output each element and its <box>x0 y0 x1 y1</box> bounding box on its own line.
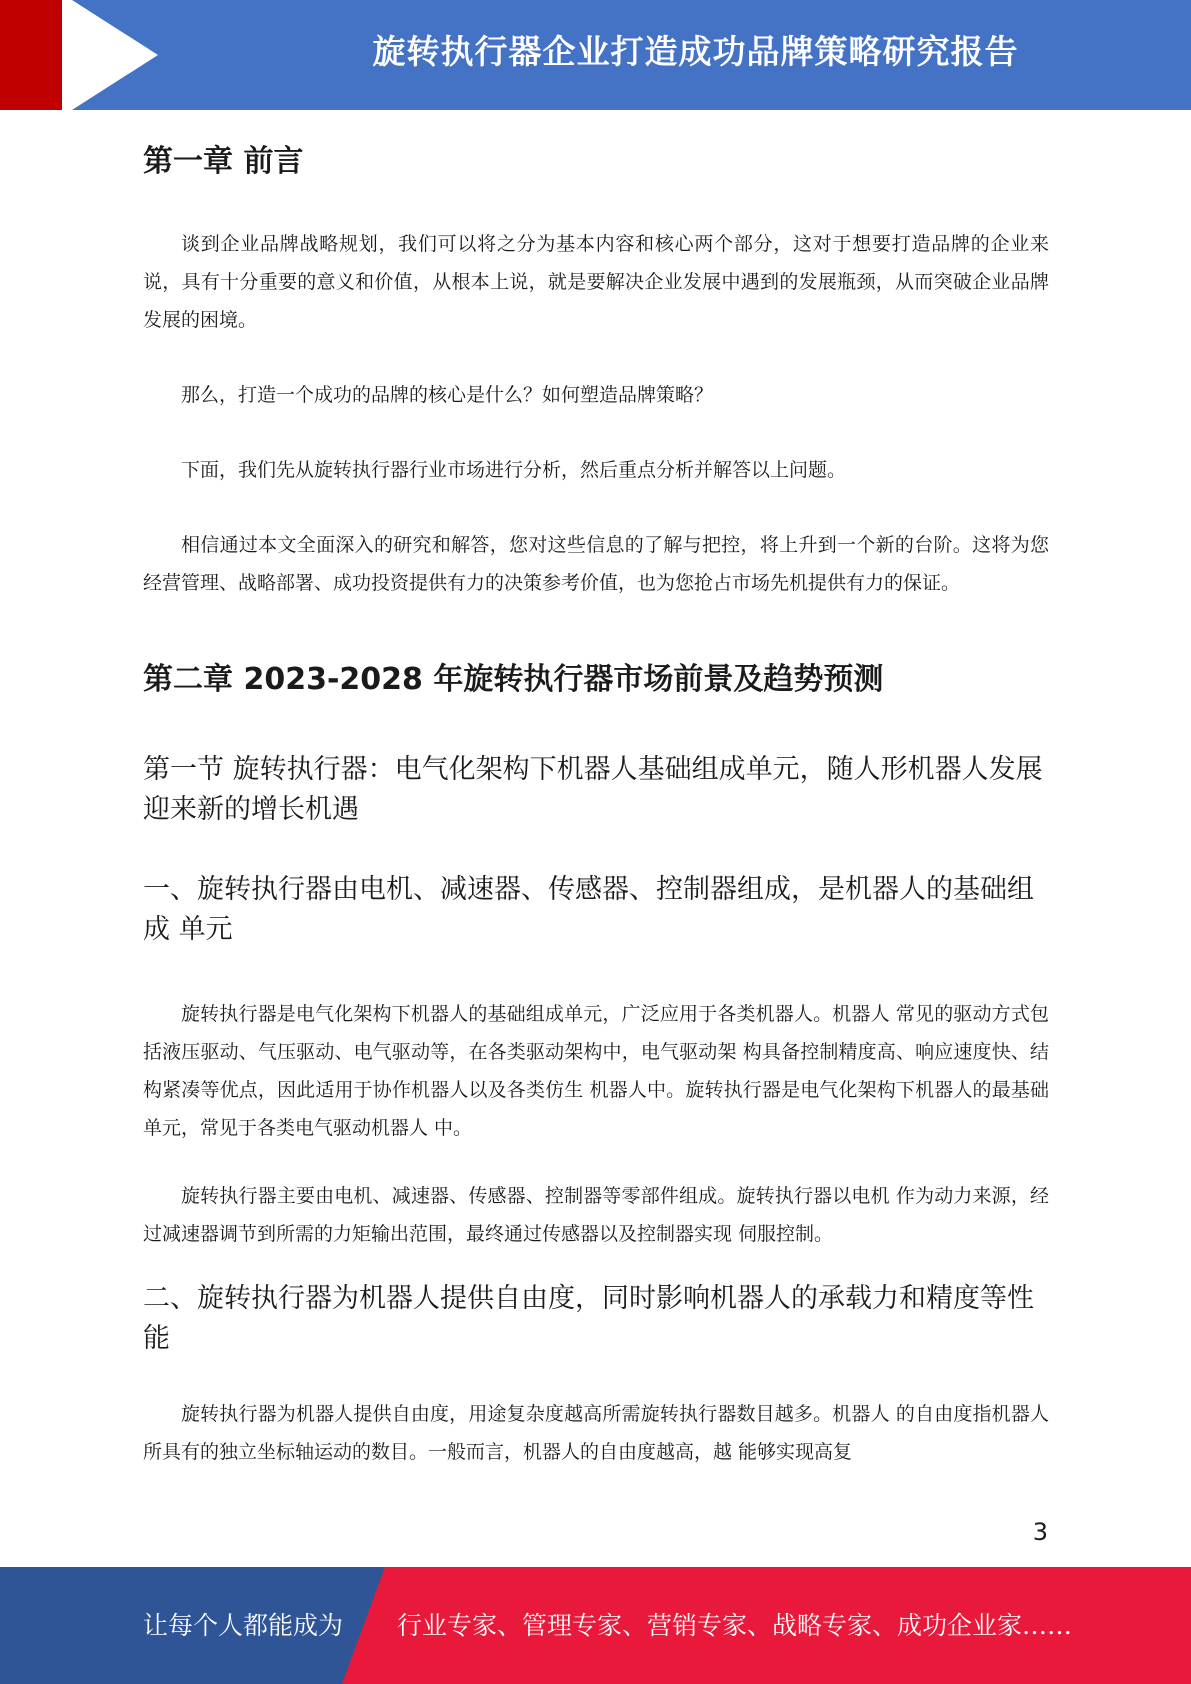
page-content <box>143 136 1049 1471</box>
chapter-1-paragraph: 相信通过本文全面深入的研究和解答，您对这些信息的了解与把控，将上升到一个新的台阶。这将为您经营管理、战略部署、成功投资提供有力的决策参考价值，也为您抢占市场先机提供有力的保证。 <box>143 534 1049 594</box>
subsection-1-title: 一、旋转执行器由电机、减速器、传感器、控制器组成，是机器人的基础组成 单元 <box>143 874 1034 945</box>
subsection-2-title: 二、旋转执行器为机器人提供自由度，同时影响机器人的承载力和精度等性能 <box>143 1283 1034 1354</box>
footer-slogan-right: 行业专家、管理专家、营销专家、战略专家、成功企业家…… <box>397 1611 1073 1640</box>
chapter-1-paragraph: 那么，打造一个成功的品牌的核心是什么？如何塑造品牌策略？ <box>181 384 714 406</box>
chapter-1-paragraph: 谈到企业品牌战略规划，我们可以将之分为基本内容和核心两个部分，这对于想要打造品牌的企业来说，具有十分重要的意义和价值，从根本上说，就是要解决企业发展中遇到的发展瓶颈，从而突破企业品牌发展的困境。 <box>143 233 1049 331</box>
subsection-2-paragraph: 旋转执行器为机器人提供自由度，用途复杂度越高所需旋转执行器数目越多。机器人 的自由度指机器人所具有的独立坐标轴运动的数目。一般而言，机器人的自由度越高，越 能够实现高复 <box>143 1403 1049 1463</box>
report-title: 旋转执行器企业打造成功品牌策略研究报告 <box>372 32 1019 71</box>
chapter-1-title: 第一章 前言 <box>143 144 304 179</box>
page-footer <box>0 1567 1191 1684</box>
chapter-2-title: 第二章 2023-2028 年旋转执行器市场前景及趋势预测 <box>143 662 884 697</box>
subsection-1-paragraph: 旋转执行器主要由电机、减速器、传感器、控制器等零部件组成。旋转执行器以电机 作为动力来源，经过减速器调节到所需的力矩输出范围，最终通过传感器以及控制器实现 伺服控制。 <box>143 1185 1049 1245</box>
section-1-title: 第一节 旋转执行器：电气化架构下机器人基础组成单元，随人形机器人发展迎来新的增长机遇 <box>143 754 1043 825</box>
page-number: 3 <box>1032 1518 1048 1546</box>
subsection-1-paragraph: 旋转执行器是电气化架构下机器人的基础组成单元，广泛应用于各类机器人。机器人 常见的驱动方式包括液压驱动、气压驱动、电气驱动等，在各类驱动架构中，电气驱动架 构具备控制精度高、响应速度快、结构紧凑等优点，因此适用于协作机器人以及各类仿生 机器人中。旋转执行器是电气化架构下机器人的最基础单元，常见于各类电气驱动机器人 中。 <box>143 1003 1049 1139</box>
footer-slogan-left: 让每个人都能成为 <box>143 1611 344 1640</box>
page-header <box>0 0 1191 110</box>
chapter-1-paragraph: 下面，我们先从旋转执行器行业市场进行分析，然后重点分析并解答以上问题。 <box>181 459 847 481</box>
